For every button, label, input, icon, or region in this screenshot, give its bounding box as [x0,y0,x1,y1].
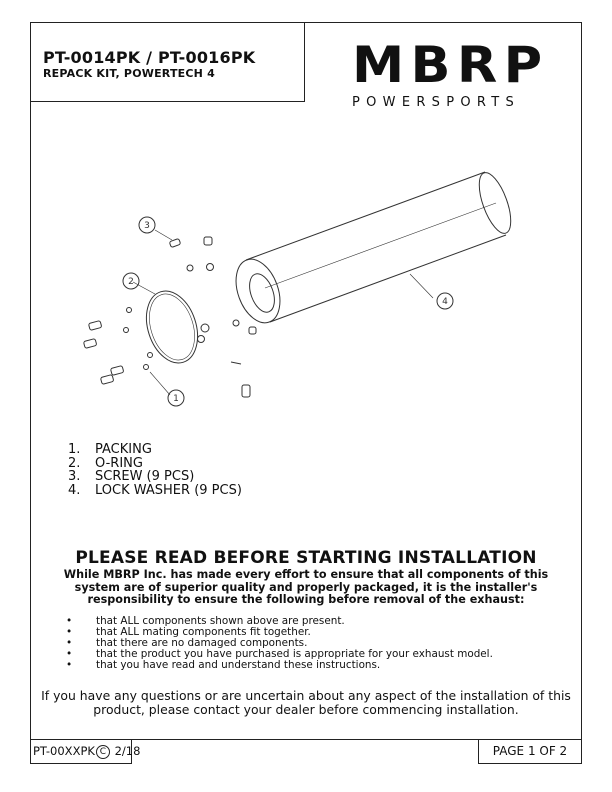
callout-2: 2 [128,277,134,287]
packing-tube-drawing [228,169,517,329]
notice-intro: While MBRP Inc. has made every effort to ensure that all components of this system are of superior quality and properly packaged, it is the installer's responsibility to ensure the following before removal of the exhaust: [63,568,549,606]
brand-logo: MBRP [352,36,549,94]
callout-4: 1 [173,394,179,404]
checklist-item: • that ALL mating components fit together. [66,626,311,638]
doc-code: PT-00XXPK [33,744,95,758]
exploded-parts-diagram [60,160,560,420]
checklist-item: • that there are no damaged components. [66,637,308,649]
callout-1: 4 [442,297,448,307]
parts-list-item: 4. LOCK WASHER (9 PCS) [68,482,242,498]
parts-list-item: 2. O-RING [68,455,143,471]
parts-list [68,443,242,497]
installation-checklist [66,616,493,671]
copyright-icon: C [96,745,110,759]
checklist-item: • that you have read and understand these instructions. [66,659,381,671]
page-number: PAGE 1 OF 2 [478,740,582,764]
brand-tagline: POWERSPORTS [352,95,521,110]
kit-subtitle: REPACK KIT, POWERTECH 4 [43,67,215,80]
part-numbers: PT-0014PK / PT-0016PK [43,48,256,67]
screws-drawing [83,237,256,397]
checklist-item: • that the product you have purchased is appropriate for your exhaust model. [66,648,493,660]
doc-code-box [30,740,141,764]
notice-heading: PLEASE READ BEFORE STARTING INSTALLATION [75,548,537,568]
checklist-item: • that ALL components shown above are present. [66,615,345,627]
parts-list-item: 3. SCREW (9 PCS) [68,469,195,484]
contact-note: If you have any questions or are uncertain about any aspect of the installation of this product, please contact your dealer before commencing installation. [41,688,571,717]
lock-washers-drawing [124,264,242,370]
callout-3: 3 [144,221,150,231]
parts-list-item: 1. PACKING [68,442,152,457]
doc-date: 2/18 [114,744,141,758]
